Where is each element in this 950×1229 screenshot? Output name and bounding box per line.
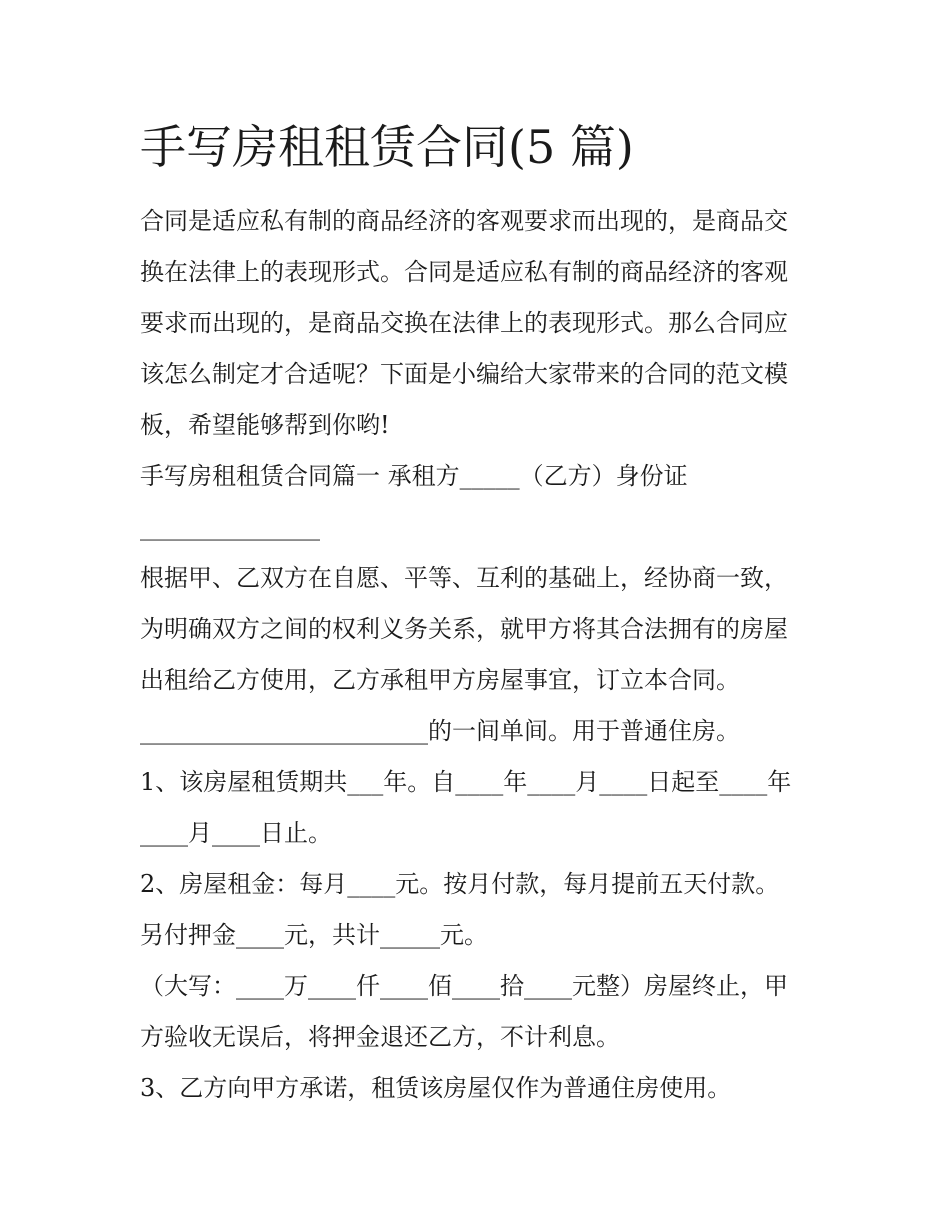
basis-paragraph — [140, 553, 820, 706]
intro-paragraph — [140, 196, 820, 451]
document-title: 手写房租租赁合同(5 篇) — [140, 120, 634, 174]
document-body — [140, 116, 820, 1114]
clause-1 — [140, 757, 820, 859]
intro-line: 板，希望能够帮到你哟! — [140, 411, 390, 439]
intro-line: 要求而出现的，是商品交换在法律上的表现形式。那么合同应 — [140, 309, 788, 337]
clause-2 — [140, 859, 820, 1063]
clause-3-line: 3、乙方向甲方承诺，租赁该房屋仅作为普通住房使用。 — [140, 1074, 732, 1102]
house-line: ________________________的一间单间。用于普通住房。 — [140, 717, 740, 745]
clause-2-line: （大写：____万____仟____佰____拾____元整）房屋终止，甲 — [140, 972, 788, 1000]
clause-2-line: 2、房屋租金：每月____元。按月付款，每月提前五天付款。 — [140, 870, 780, 898]
clause-2-line: 另付押金____元，共计_____元。 — [140, 921, 488, 949]
clause-1-line: 1、该房屋租赁期共___年。自____年____月____日起至____年 — [140, 768, 792, 796]
basis-line: 根据甲、乙双方在自愿、平等、互利的基础上，经协商一致， — [140, 564, 788, 592]
clause-2-line: 方验收无误后，将押金退还乙方，不计利息。 — [140, 1023, 620, 1051]
clause-1-line: ____月____日止。 — [140, 819, 332, 847]
intro-line: 合同是适应私有制的商品经济的客观要求而出现的，是商品交 — [140, 207, 788, 235]
section-heading-paragraph — [140, 451, 820, 553]
basis-line: 出租给乙方使用，乙方承租甲方房屋事宜，订立本合同。 — [140, 666, 740, 694]
house-paragraph — [140, 706, 820, 757]
section-heading: 手写房租租赁合同篇一 承租方_____（乙方）身份证 — [140, 462, 688, 490]
intro-line: 换在法律上的表现形式。合同是适应私有制的商品经济的客观 — [140, 258, 788, 286]
id-number-blank: _______________ — [140, 513, 320, 541]
clause-3 — [140, 1063, 820, 1114]
basis-line: 为明确双方之间的权利义务关系，就甲方将其合法拥有的房屋 — [140, 615, 788, 643]
intro-line: 该怎么制定才合适呢？下面是小编给大家带来的合同的范文模 — [140, 360, 788, 388]
